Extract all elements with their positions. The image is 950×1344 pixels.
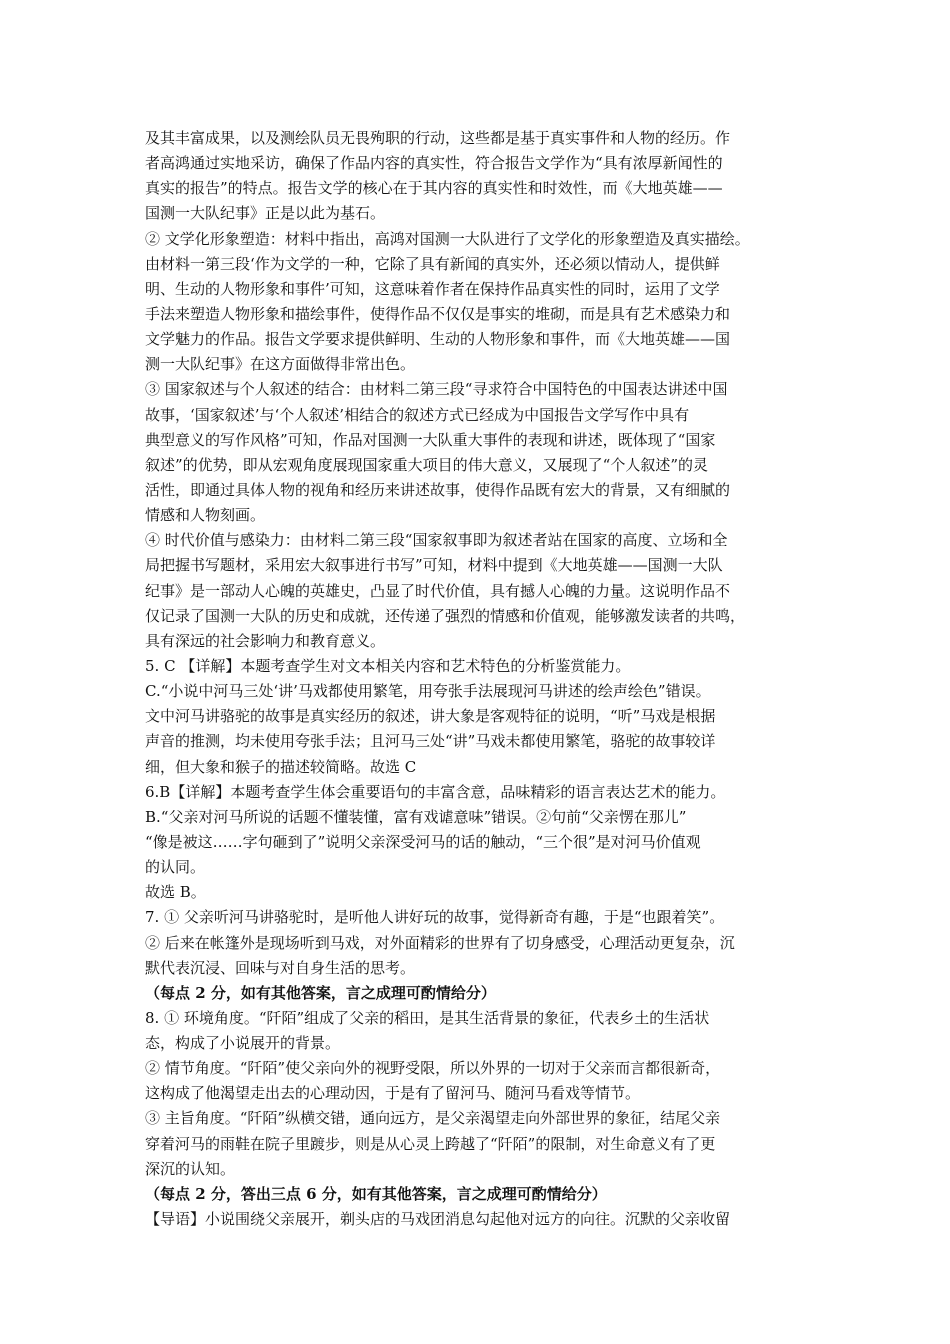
text-line: 8. ① 环境角度。“阡陌”组成了父亲的稻田，是其生活背景的象征，代表乡土的生活状 — [145, 1008, 710, 1027]
text-line: 文学魅力的作品。报告文学要求提供鲜明、生动的人物形象和事件，而《大地英雄——国 — [145, 330, 731, 349]
text-line: C.“小说中河马三处‘讲’马戏都使用繁笔，用夸张手法展现河马讲述的绘声绘色”错误。 — [145, 682, 711, 701]
text-line: 情感和人物刻画。 — [145, 506, 266, 525]
text-line: ③ 国家叙述与个人叙述的结合：由材料二第三段“寻求符合中国特色的中国表达讲述中国 — [145, 380, 728, 399]
text-line: “像是被这……字句砸到了”说明父亲深受河马的话的触动，“三个很”是对河马价值观 — [145, 832, 701, 851]
text-line: （每点 2 分，答出三点 6 分，如有其他答案，言之成理可酌情给分） — [145, 1184, 607, 1203]
text-line: 及其丰富成果，以及测绘队员无畏殉职的行动，这些都是基于真实事件和人物的经历。作 — [145, 129, 731, 147]
text-line: 国测一大队纪事》正是以此为基石。 — [145, 204, 386, 223]
text-line: 深沉的认知。 — [145, 1159, 236, 1178]
text-line: 5. C 【详解】本题考查学生对文本相关内容和艺术特色的分析鉴赏能力。 — [145, 656, 631, 675]
text-line: ④ 时代价值与感染力：由材料二第三段“国家叙事即为叙述者站在国家的高度、立场和全 — [145, 531, 728, 550]
text-line: 叙述”的优势，即从宏观角度展现国家重大项目的伟大意义，又展现了“个人叙述”的灵 — [145, 455, 709, 474]
text-line: 默代表沉浸、回味与对自身生活的思考。 — [145, 958, 416, 977]
text-line: 的认同。 — [145, 858, 206, 877]
text-line: 局把握书写题材，采用宏大叙事进行书写”可知，材料中提到《大地英雄——国测一大队 — [145, 556, 723, 575]
text-line: 7. ① 父亲听河马讲骆驼时，是听他人讲好玩的故事，觉得新奇有趣，于是“也跟着笑”。 — [145, 908, 725, 927]
text-line: 手法来塑造人物形象和描绘事件，使得作品不仅仅是事实的堆砌，而是具有艺术感染力和 — [145, 304, 731, 323]
text-line: 活性，即通过具体人物的视角和经历来讲述故事，使得作品既有宏大的背景，又有细腻的 — [145, 480, 731, 499]
document-page — [145, 126, 813, 1232]
text-line: 典型意义的写作风格”可知，作品对国测一大队重大事件的表现和讲述，既体现了“国家 — [145, 430, 716, 449]
text-line: 故选 B。 — [145, 883, 206, 902]
text-line: 仅记录了国测一大队的历史和成就，还传递了强烈的情感和价值观，能够激发读者的共鸣， — [145, 606, 746, 625]
text-line: 者高鸿通过实地采访，确保了作品内容的真实性，符合报告文学作为“具有浓厚新闻性的 — [145, 154, 723, 173]
text-line: 态，构成了小说展开的背景。 — [145, 1034, 341, 1053]
text-line: 细，但大象和猴子的描述较简略。故选 C — [145, 757, 417, 776]
text-line: ② 情节角度。“阡陌”使父亲向外的视野受限，所以外界的一切对于父亲而言都很新奇， — [145, 1059, 721, 1078]
text-line: 测一大队纪事》在这方面做得非常出色。 — [145, 355, 416, 374]
text-line: ② 文学化形象塑造：材料中指出，高鸿对国测一大队进行了文学化的形象塑造及真实描绘。 — [145, 229, 750, 248]
text-line: ③ 主旨角度。“阡陌”纵横交错，通向远方，是父亲渴望走向外部世界的象征，结尾父亲 — [145, 1109, 721, 1128]
text-line: 穿着河马的雨鞋在院子里踱步，则是从心灵上跨越了“阡陌”的限制，对生命意义有了更 — [145, 1134, 716, 1153]
text-line: 这构成了他渴望走出去的心理动因，于是有了留河马、随河马看戏等情节。 — [145, 1084, 641, 1103]
text-line: 【导语】小说围绕父亲展开，剃头店的马戏团消息勾起他对远方的向往。沉默的父亲收留 — [145, 1210, 731, 1229]
text-line: 文中河马讲骆驼的故事是真实经历的叙述，讲大象是客观特征的说明，“听”马戏是根据 — [145, 707, 716, 726]
text-line: 具有深远的社会影响力和教育意义。 — [145, 631, 386, 650]
text-line: 声音的推测，均未使用夸张手法；且河马三处“讲”马戏未都使用繁笔，骆驼的故事较详 — [145, 732, 716, 751]
text-line: 纪事》是一部动人心魄的英雄史，凸显了时代价值，具有撼人心魄的力量。这说明作品不 — [145, 581, 731, 600]
text-line: 明、生动的人物形象和事件’可知，这意味着作者在保持作品真实性的同时，运用了文学 — [145, 279, 720, 298]
text-line: B.“父亲对河马所说的话题不懂装懂，富有戏谑意味”错误。②句前“父亲愣在那儿” — [145, 807, 687, 826]
text-line: （每点 2 分，如有其他答案，言之成理可酌情给分） — [145, 983, 496, 1002]
text-line: ② 后来在帐篷外是现场听到马戏，对外面精彩的世界有了切身感受，心理活动更复杂，沉 — [145, 933, 735, 952]
text-line: 真实的报告”的特点。报告文学的核心在于其内容的真实性和时效性，而《大地英雄—— — [145, 179, 723, 198]
text-line: 由材料一第三段‘作为文学的一种，它除了具有新闻的真实外，还必须以情动人，提供鲜 — [145, 254, 720, 273]
text-line: 故事，‘国家叙述’与‘个人叙述’相结合的叙述方式已经成为中国报告文学写作中具有 — [145, 405, 690, 424]
text-line: 6.B【详解】本题考查学生体会重要语句的丰富含意，品味精彩的语言表达艺术的能力。 — [145, 782, 726, 801]
